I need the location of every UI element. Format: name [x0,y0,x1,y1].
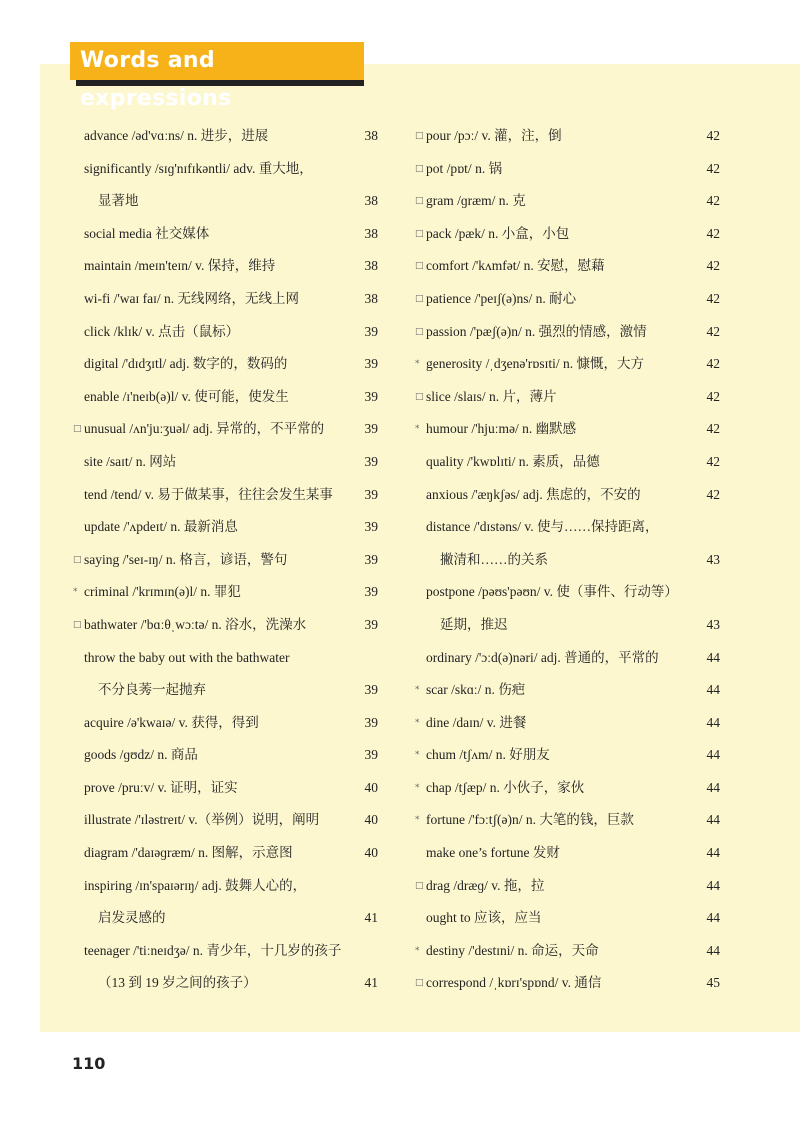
vocab-entry [73,413,378,446]
vocab-text: site /saɪt/ n. 网站 [84,453,177,469]
vocab-text: social media 社交媒体 [84,225,210,241]
vocab-text: prove /pruːv/ v. 证明，证实 [84,779,238,795]
vocab-page-ref: 41 [364,975,378,991]
vocab-entry [426,479,720,512]
square-marker: □ [415,391,424,402]
square-marker: □ [415,196,424,207]
asterisk-marker: * [415,815,420,826]
vocab-page-ref: 39 [364,323,378,339]
vocab-entry [84,642,378,675]
vocab-text: correspond /ˌkɒrɪ'spɒnd/ v. 通信 [426,975,602,991]
vocab-text: significantly /sɪɡ'nɪfɪkəntli/ adv. 重大地， [84,160,313,176]
square-marker: □ [415,326,424,337]
vocab-entry [415,413,720,446]
vocab-page-ref: 39 [364,421,378,437]
vocab-entry [415,739,720,772]
vocab-entry [84,120,378,153]
vocab-entry [426,837,720,870]
vocab-text: dine /daɪn/ v. 进餐 [426,714,527,730]
vocab-entry [426,511,720,544]
vocab-entry [84,511,378,544]
asterisk-marker: * [415,359,420,370]
vocab-entry [415,120,720,153]
vocab-page-ref: 44 [706,877,720,893]
vocab-page-ref: 43 [706,551,720,567]
vocabulary-column-left [73,120,378,1000]
vocab-text: anxious /'æŋkʃəs/ adj. 焦虑的，不安的 [426,486,641,502]
vocab-entry [84,250,378,283]
vocab-entry [426,446,720,479]
vocab-text: 不分良莠一起抛弃 [98,682,206,698]
vocab-text: chap /tʃæp/ n. 小伙子，家伙 [426,779,585,795]
vocab-page-ref: 39 [364,714,378,730]
vocab-text: 延期，推迟 [440,616,508,632]
vocab-entry [84,967,378,1000]
vocab-text: advance /əd'vɑːns/ n. 进步，进展 [84,128,269,143]
vocab-page-ref: 42 [706,421,720,437]
vocab-entry [415,218,720,251]
vocab-entry [415,316,720,349]
vocab-text: criminal /'krɪmɪn(ə)l/ n. 罪犯 [84,584,241,600]
vocab-text: chum /tʃʌm/ n. 好朋友 [426,747,550,763]
vocab-page-ref: 44 [706,942,720,958]
vocab-page-ref: 44 [706,747,720,763]
vocab-page-ref: 39 [364,616,378,632]
vocab-page-ref: 39 [364,682,378,698]
asterisk-marker: * [415,424,420,435]
vocab-entry [415,707,720,740]
vocab-page-ref: 42 [706,356,720,372]
vocab-page-ref: 42 [706,258,720,274]
vocab-page-ref: 39 [364,584,378,600]
vocab-entry [84,185,378,218]
vocab-text: （13 到 19 岁之间的孩子） [98,975,257,991]
vocab-text: tend /tend/ v. 易于做某事，往往会发生某事 [84,486,333,502]
vocab-page-ref: 39 [364,356,378,372]
vocab-entry [426,642,720,675]
vocab-page-ref: 44 [706,812,720,828]
vocab-page-ref: 42 [706,453,720,469]
vocab-page-ref: 42 [706,486,720,502]
vocab-text: inspiring /ɪn'spaɪərɪŋ/ adj. 鼓舞人心的， [84,877,307,893]
vocab-entry [415,381,720,414]
vocab-text: fortune /'fɔːtʃ(ə)n/ n. 大笔的钱，巨款 [426,812,634,828]
vocab-text: postpone /pəʊs'pəʊn/ v. 使（事件、行动等） [426,584,678,600]
vocab-entry [426,609,720,642]
square-marker: □ [415,131,424,141]
vocab-entry [84,479,378,512]
vocab-entry [84,935,378,968]
square-marker: □ [415,880,424,891]
vocab-entry [84,772,378,805]
square-marker: □ [415,163,424,174]
vocab-page-ref: 44 [706,714,720,730]
vocab-text: patience /'peɪʃ(ə)ns/ n. 耐心 [426,290,577,306]
vocab-page-ref: 42 [706,128,720,143]
vocab-page-ref: 40 [364,845,378,861]
asterisk-marker: * [415,945,420,956]
vocab-entry [84,446,378,479]
vocab-page-ref: 39 [364,453,378,469]
vocab-page-ref: 44 [706,649,720,665]
vocab-entry [84,870,378,903]
vocab-entry [415,250,720,283]
vocab-text: ought to 应该，应当 [426,910,542,926]
vocab-page-ref: 39 [364,551,378,567]
vocab-page-ref: 42 [706,160,720,176]
asterisk-marker: * [415,717,420,728]
vocab-text: throw the baby out with the bathwater [84,649,290,665]
vocab-entry [415,153,720,186]
square-marker: □ [415,293,424,304]
vocab-entry [426,902,720,935]
vocab-entry [426,544,720,577]
vocab-text: click /klɪk/ v. 点击（鼠标） [84,323,240,339]
vocab-text: pour /pɔː/ v. 灌，注，倒 [426,128,562,143]
square-marker: □ [415,261,424,272]
vocab-entry [415,283,720,316]
vocab-text: update /'ʌpdeɪt/ n. 最新消息 [84,519,238,535]
vocab-entry [415,185,720,218]
square-marker: □ [415,228,424,239]
asterisk-marker: * [415,750,420,761]
vocab-entry [415,804,720,837]
vocab-page-ref: 44 [706,845,720,861]
asterisk-marker: * [73,587,78,598]
vocab-page-ref: 38 [364,193,378,209]
vocab-entry [415,674,720,707]
vocab-text: illustrate /'ɪləstreɪt/ v.（举例）说明，阐明 [84,812,320,828]
vocab-text: bathwater /'bɑːθˌwɔːtə/ n. 浴水，洗澡水 [84,616,307,632]
vocab-text: 显著地 [98,193,139,209]
asterisk-marker: * [415,782,420,793]
vocab-text: humour /'hjuːmə/ n. 幽默感 [426,421,577,437]
vocab-text: quality /'kwɒlɪti/ n. 素质，品德 [426,453,600,469]
vocab-page-ref: 40 [364,812,378,828]
asterisk-marker: * [415,685,420,696]
vocab-page-ref: 44 [706,682,720,698]
vocab-text: pot /pɒt/ n. 锅 [426,160,503,176]
vocab-page-ref: 43 [706,616,720,632]
page-number: 110 [72,1054,106,1073]
vocab-entry [84,674,378,707]
vocab-text: maintain /meɪn'teɪn/ v. 保持，维持 [84,258,276,274]
vocab-text: ordinary /'ɔːd(ə)nəri/ adj. 普通的，平常的 [426,649,659,665]
vocab-text: drag /dræɡ/ v. 拖，拉 [426,877,545,893]
vocab-page-ref: 42 [706,290,720,306]
square-marker: □ [73,619,82,630]
vocab-text: goods /ɡʊdz/ n. 商品 [84,747,198,763]
vocabulary-column-right [415,120,720,1000]
vocab-text: slice /slaɪs/ n. 片，薄片 [426,388,557,404]
vocab-text: saying /'seɪ-ɪŋ/ n. 格言，谚语，警句 [84,551,288,567]
vocab-text: diagram /'daɪəɡræm/ n. 图解，示意图 [84,845,293,861]
vocab-page-ref: 38 [364,258,378,274]
vocab-text: wi-fi /'waɪ faɪ/ n. 无线网络，无线上网 [84,290,300,306]
vocab-entry [84,707,378,740]
vocab-text: gram /ɡræm/ n. 克 [426,193,526,209]
vocab-entry [73,609,378,642]
vocab-page-ref: 42 [706,225,720,241]
vocab-text: generosity /ˌdʒenə'rɒsɪti/ n. 慷慨，大方 [426,356,644,372]
vocab-entry [84,283,378,316]
vocab-text: pack /pæk/ n. 小盒，小包 [426,225,570,241]
vocab-text: acquire /ə'kwaɪə/ v. 获得，得到 [84,714,259,730]
vocab-text: unusual /ʌn'juːʒuəl/ adj. 异常的，不平常的 [84,421,325,437]
vocab-entry [415,967,720,1000]
vocab-entry [84,804,378,837]
vocab-page-ref: 38 [364,225,378,241]
vocab-text: comfort /'kʌmfət/ n. 安慰，慰藉 [426,258,605,274]
vocab-text: distance /'dɪstəns/ v. 使与……保持距离， [426,519,659,535]
vocab-page-ref: 41 [364,910,378,926]
vocab-entry [73,576,378,609]
vocab-page-ref: 45 [706,975,720,991]
vocab-page-ref: 42 [706,388,720,404]
square-marker: □ [73,554,82,565]
vocab-text: destiny /'destɪni/ n. 命运，天命 [426,942,599,958]
vocab-entry [84,902,378,935]
vocab-page-ref: 39 [364,747,378,763]
vocab-entry [415,870,720,903]
vocab-entry [73,544,378,577]
vocab-page-ref: 38 [364,290,378,306]
vocab-page-ref: 40 [364,779,378,795]
vocab-entry [84,153,378,186]
vocab-text: 撇清和……的关系 [440,551,548,567]
vocab-entry [415,935,720,968]
vocab-text: passion /'pæʃ(ə)n/ n. 强烈的情感，激情 [426,323,647,339]
vocab-page-ref: 39 [364,519,378,535]
vocab-page-ref: 44 [706,910,720,926]
vocab-page-ref: 39 [364,388,378,404]
vocab-page-ref: 39 [364,486,378,502]
vocab-entry [84,837,378,870]
vocab-entry [84,218,378,251]
square-marker: □ [73,424,82,435]
vocab-text: 启发灵感的 [98,910,166,926]
vocab-entry [415,772,720,805]
vocab-text: enable /ɪ'neɪb(ə)l/ v. 使可能，使发生 [84,388,289,404]
vocab-page-ref: 42 [706,323,720,339]
section-title: Words and expressions [70,42,364,80]
vocab-entry [426,576,720,609]
vocab-entry [84,381,378,414]
vocab-page-ref: 38 [364,128,378,143]
square-marker: □ [415,978,424,989]
vocab-entry [84,739,378,772]
vocab-text: teenager /'tiːneɪdʒə/ n. 青少年，十几岁的孩子 [84,942,342,958]
vocab-page-ref: 44 [706,779,720,795]
vocab-text: scar /skɑː/ n. 伤疤 [426,682,526,698]
vocab-entry [84,316,378,349]
vocab-entry [415,348,720,381]
vocab-page-ref: 42 [706,193,720,209]
vocab-entry [84,348,378,381]
vocab-text: make one’s fortune 发财 [426,845,560,861]
vocab-text: digital /'dɪdʒɪtl/ adj. 数字的，数码的 [84,356,288,372]
